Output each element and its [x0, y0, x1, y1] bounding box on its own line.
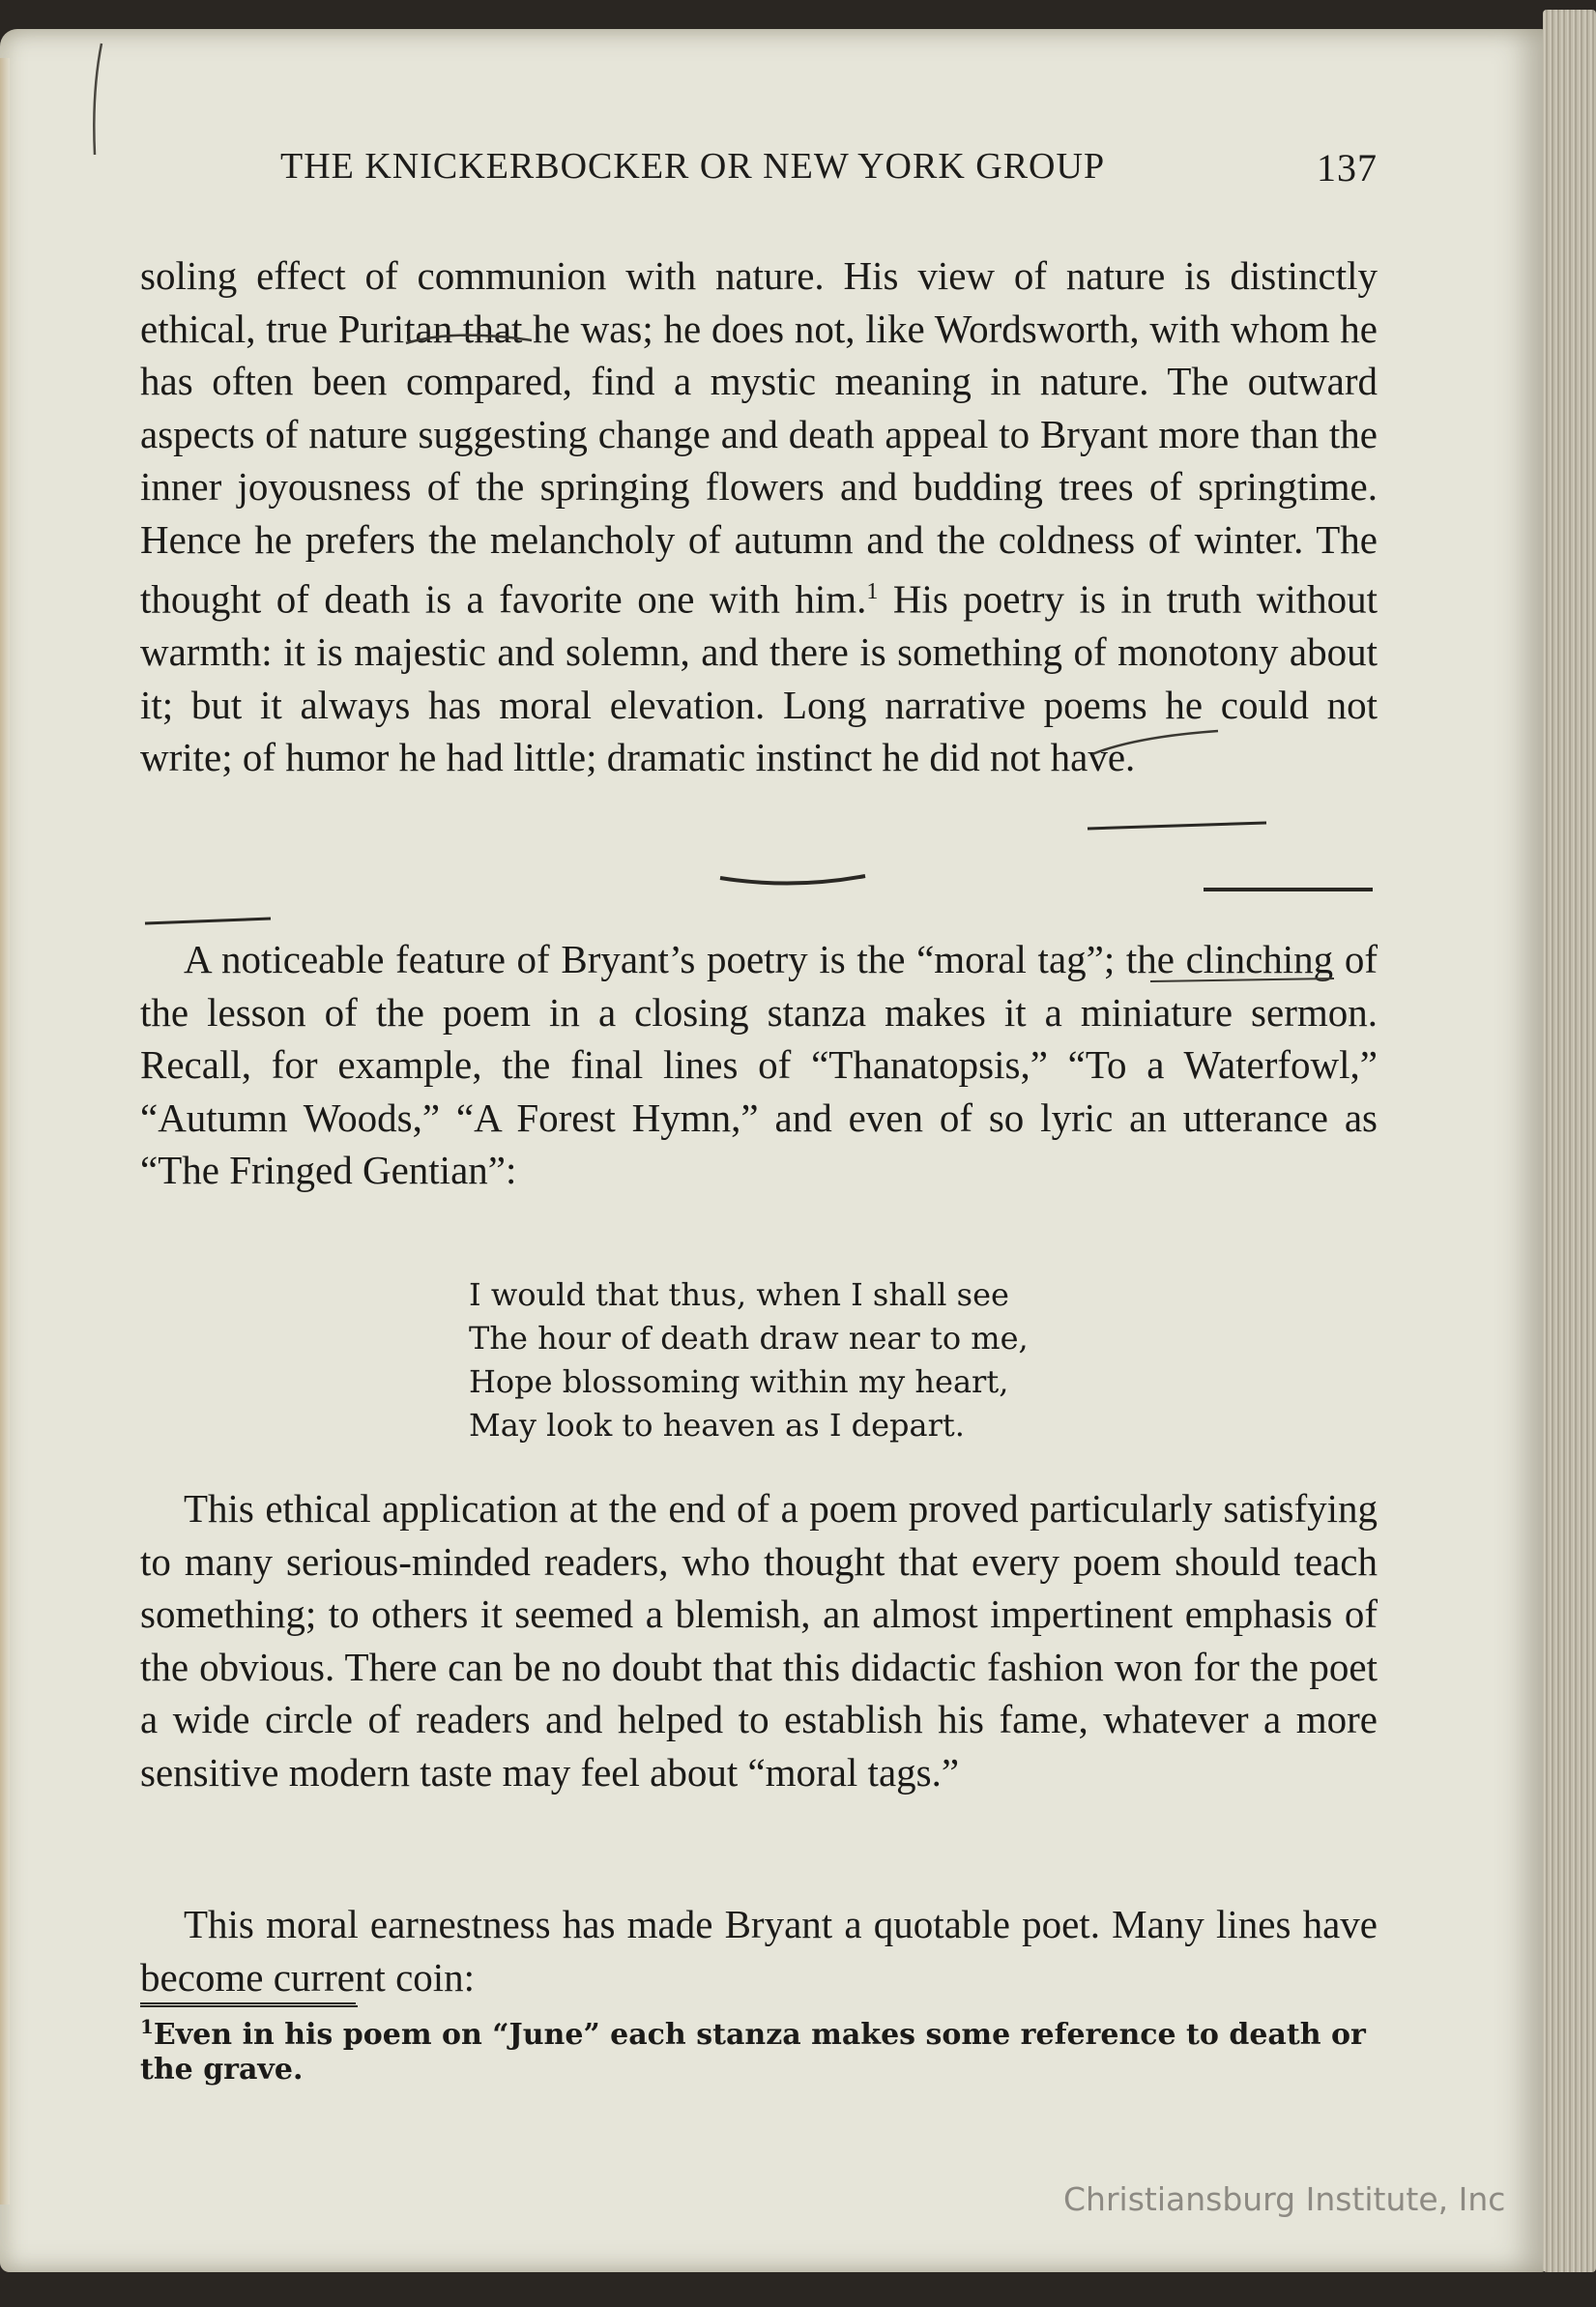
paragraph-3-text: This ethical application at the end of a poem proved particularly satisfying to many serious-minded readers, who thought that every poem should teach something; to others it seemed a blemish, an almost impertinent emphasis of the obvious. There can be no doubt that this didactic fashion won for the poet a wide circle of readers and helped to establish his fame, whatever a more sensitive modern taste may feel about “moral tags.”: [140, 1486, 1378, 1795]
poem-line: Hope blossoming within my heart,: [469, 1363, 1009, 1400]
running-title: THE KNICKERBOCKER OR NEW YORK GROUP: [280, 146, 1106, 187]
poem-line: I would that thus, when I shall see: [469, 1276, 1009, 1313]
poem-line: May look to heaven as I depart.: [469, 1407, 965, 1444]
paragraph-1: [140, 249, 1378, 784]
page-binding: [0, 58, 10, 2205]
paragraph-2-text: A noticeable feature of Bryant’s poetry is the “moral tag”; the clinching of the lesson of the poem in a closing stanza makes it a miniature sermon. Recall, for example, the final lines of “Thanatopsis,” “To a Waterfowl,” “Autumn Woods,” “A Forest Hymn,” and even of so lyric an utterance as “The Fringed Gentian”:: [140, 937, 1378, 1192]
footnote: [140, 2009, 1378, 2088]
paragraph-2: [140, 933, 1378, 1197]
footnote-reference[interactable]: 1: [866, 579, 879, 604]
poem-line: The hour of death draw near to me,: [469, 1320, 1029, 1357]
page-number: 137: [1317, 146, 1378, 190]
paragraph-1-text: soling effect of communion with nature. His view of nature is distinctly ethical, true Puritan that he was; he does not, like Wordsworth, with whom he has often been compared, find a mystic meaning in nature. The outward aspects of nature suggesting change and death appeal to Bryant more than the inner joyousness of the springing flowers and budding trees of springtime. Hence he prefers the melancholy of autumn and the coldness of winter. The thought of death is a favorite one with him.: [140, 253, 1378, 622]
paragraph-3: [140, 1482, 1378, 1798]
footnote-text: Even in his poem on “June” each stanza makes some reference to death or the grave.: [140, 2018, 1366, 2087]
footnote-mark: 1: [140, 2015, 154, 2038]
poem-quotation: [469, 1273, 1029, 1447]
watermark: Christiansburg Institute, Inc: [1063, 2180, 1506, 2218]
paragraph-4-text: This moral earnestness has made Bryant a quotable poet. Many lines have become current coin:: [140, 1902, 1378, 2000]
page-stack-edge: [1543, 10, 1596, 2272]
footnote-divider: [140, 2005, 358, 2007]
paragraph-4: [140, 1898, 1378, 2003]
paragraph-1-continuation: His poetry is in truth without warmth: it is majestic and solemn, and there is something of monotony about it; but it always has moral elevation. Long narrative poems he could not write; of humor he had little; dramatic instinct he did not have.: [140, 576, 1378, 780]
